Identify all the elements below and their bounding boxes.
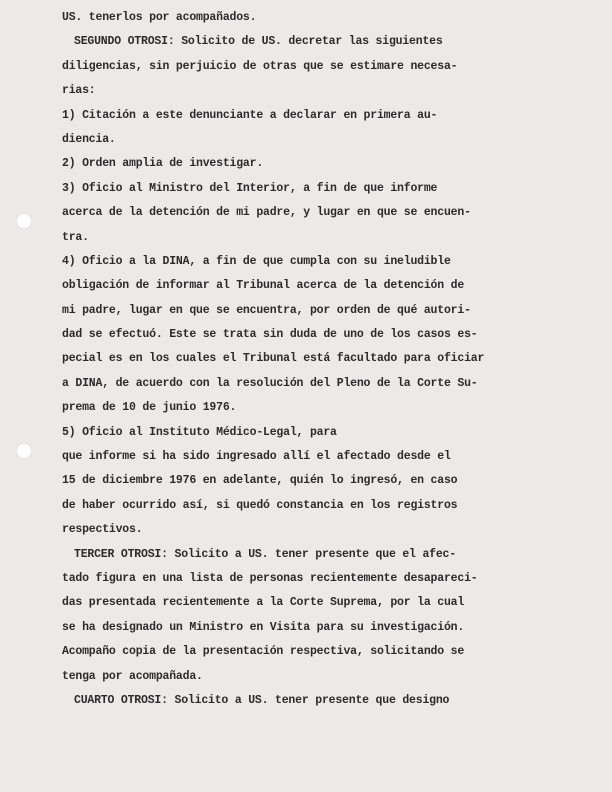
text-line: dad se efectuó. Este se trata sin duda de uno de los casos es-: [62, 328, 478, 342]
text-line: pecial es en los cuales el Tribunal está facultado para oficiar: [62, 352, 485, 366]
document-body: [62, 6, 492, 713]
text-line: se ha designado un Ministro en Visita para su investigación.: [62, 620, 465, 634]
text-line: US. tenerlos por acompañados.: [62, 11, 257, 24]
text-line: diligencias, sin perjuicio de otras que se estimare necesa-: [62, 59, 458, 73]
text-line: CUARTO OTROSI: Solicito a US. tener presente que designo: [74, 693, 450, 707]
text-line: tado figura en una lista de personas recientemente desapareci-: [62, 571, 478, 585]
text-line: rias:: [62, 84, 96, 98]
text-line: tenga por acompañada.: [62, 669, 203, 683]
text-line: de haber ocurrido así, si quedó constancia en los registros: [62, 498, 458, 512]
text-line: obligación de informar al Tribunal acerca de la detención de: [62, 279, 465, 293]
text-line: que informe si ha sido ingresado allí el afectado desde el: [62, 450, 451, 464]
text-line: acerca de la detención de mi padre, y lugar en que se encuen-: [62, 206, 471, 220]
text-line: 4) Oficio a la DINA, a fin de que cumpla con su ineludible: [62, 254, 451, 268]
text-line: respectivos.: [62, 523, 143, 537]
text-line: prema de 10 de junio 1976.: [62, 401, 237, 415]
text-line: 3) Oficio al Ministro del Interior, a fin de que informe: [62, 181, 438, 195]
text-line: das presentada recientemente a la Corte Suprema, por la cual: [62, 596, 465, 610]
text-line: 1) Citación a este denunciante a declarar en primera au-: [62, 108, 438, 122]
text-line: SEGUNDO OTROSI: Solicito de US. decretar las siguientes: [74, 35, 443, 49]
text-line: tra.: [62, 230, 89, 244]
text-line: 2) Orden amplia de investigar.: [62, 157, 264, 171]
text-line: 15 de diciembre 1976 en adelante, quién lo ingresó, en caso: [62, 474, 458, 488]
punch-hole: [17, 444, 31, 458]
text-line: 5) Oficio al Instituto Médico-Legal, para: [62, 425, 337, 439]
text-line: mi padre, lugar en que se encuentra, por orden de qué autori-: [62, 303, 471, 317]
punch-hole: [17, 214, 31, 228]
text-line: Acompaño copia de la presentación respectiva, solicitando se: [62, 645, 465, 659]
text-line: TERCER OTROSI: Solicito a US. tener presente que el afec-: [74, 547, 456, 561]
text-line: diencia.: [62, 132, 116, 146]
text-line: a DINA, de acuerdo con la resolución del Pleno de la Corte Su-: [62, 376, 478, 390]
